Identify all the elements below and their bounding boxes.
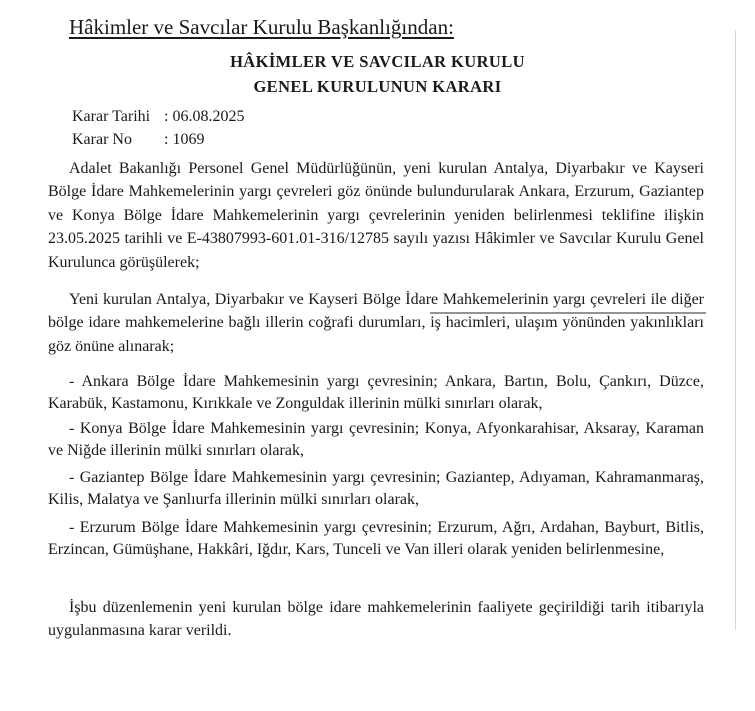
decision-number [72, 131, 204, 149]
decision-number-label: Karar No [72, 131, 132, 148]
decision-date-value: : 06.08.2025 [164, 108, 245, 125]
decision-number-value: : 1069 [164, 131, 205, 148]
paragraph-considerations: Yeni kurulan Antalya, Diyarbakır ve Kayseri Bölge İdare Mahkemelerinin yargı çevreleri ile diğer bölge idare mahkemelerine bağlı illerin coğrafi durumları, iş hacimleri, ulaşım yönünden yakınlıkları göz önüne alınarak; [48, 291, 704, 355]
decision-date [72, 108, 244, 126]
decision-title-line-2: GENEL KURULUNUN KARARI [253, 77, 502, 96]
decision-date-label: Karar Tarihi [72, 108, 151, 125]
decision-title-line-1: HÂKİMLER VE SAVCILAR KURULU [230, 52, 525, 71]
scan-edge-line [735, 30, 736, 630]
paragraph-decision: İşbu düzenlemenin yeni kurulan bölge idare mahkemelerinin faaliyete geçirildiği tarih itibarıyla uygulanmasına karar verildi. [48, 599, 704, 640]
list-item-konya: - Konya Bölge İdare Mahkemesinin yargı çevresinin; Konya, Afyonkarahisar, Aksaray, Karaman ve Niğde illerinin mülki sınırları olarak, [48, 420, 704, 459]
paragraph-request: Adalet Bakanlığı Personel Genel Müdürlüğünün, yeni kurulan Antalya, Diyarbakır ve Kayseri Bölge İdare Mahkemelerinin yargı çevreleri göz önünde bulundurularak Ankara, Erzurum, Gaziantep ve Konya Bölge İdare Mahkemelerinin yargı çevrelerinin yeniden belirlenmesi teklifine ilişkin 23.05.2025 tarihli ve E-43807993-601.01-316/12785 sayılı yazısı Hâkimler ve Savcılar Kurulu Genel Kurulunca görüşülerek; [48, 160, 704, 271]
pen-underline-mark [430, 312, 706, 314]
list-item-gaziantep: - Gaziantep Bölge İdare Mahkemesinin yargı çevresinin; Gaziantep, Adıyaman, Kahramanmaraş, Kilis, Malatya ve Şanlıurfa illerinin mülki sınırları olarak, [48, 469, 704, 508]
list-item-erzurum: - Erzurum Bölge İdare Mahkemesinin yargı çevresinin; Erzurum, Ağrı, Ardahan, Bayburt, Bitlis, Erzincan, Gümüşhane, Hakkâri, Iğdır, Kars, Tunceli ve Van illeri olarak yeniden belirlenmesine, [48, 519, 704, 558]
list-item-ankara: - Ankara Bölge İdare Mahkemesinin yargı çevresinin; Ankara, Bartın, Bolu, Çankırı, Düzce, Karabük, Kastamonu, Kırıkkale ve Zonguldak illerinin mülki sınırları olarak, [48, 373, 704, 412]
issuing-institution: Hâkimler ve Savcılar Kurulu Başkanlığından: [69, 15, 454, 39]
